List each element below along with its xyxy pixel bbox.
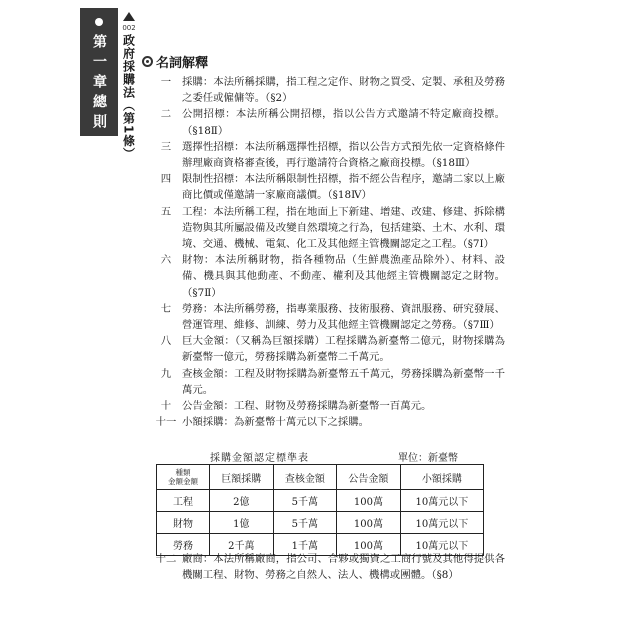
definition-item — [150, 551, 505, 583]
row-type: 勞務 — [157, 534, 210, 556]
definition-list — [150, 74, 505, 430]
definition-number: 九 — [160, 367, 172, 380]
definition-number: 四 — [160, 173, 172, 186]
column-header: 小額採購 — [400, 465, 483, 490]
amount-standard-table — [156, 464, 484, 556]
definition-text: 財物：本法所稱財物，指各種物品（生鮮農漁產品除外）、材料、設備、機具與其他動產、不動產、權利及其他經主管機關認定之財物。（§7Ⅱ） — [182, 254, 505, 299]
table-cell: 1億 — [210, 512, 274, 534]
table-cell: 100萬 — [337, 534, 401, 556]
definition-item — [150, 333, 505, 365]
section-heading-text: 名詞解釋 — [156, 56, 209, 71]
row-type: 財物 — [157, 512, 210, 534]
column-header: 查核金額 — [273, 465, 337, 490]
running-title — [120, 10, 138, 160]
definition-number: 十一 — [155, 416, 177, 429]
definition-number: 三 — [160, 140, 172, 153]
section-heading — [142, 52, 208, 71]
definition-number: 十二 — [155, 553, 177, 565]
definition-number: 八 — [160, 335, 172, 348]
definition-item — [150, 204, 505, 253]
definition-text: 小額採購：為新臺幣十萬元以下之採購。 — [182, 416, 370, 429]
corner-bottom-label: 金額金額 — [168, 477, 198, 486]
definition-number: 五 — [160, 205, 172, 218]
law-title: 政府採購法（第1條） — [121, 34, 136, 161]
definition-item — [150, 252, 505, 301]
definition-text: 選擇性招標：本法所稱選擇性招標，指以公告方式預先依一定資格條件辦理廠商資格審查後，再行邀請符合資格之廠商投標。（§18Ⅲ） — [182, 140, 505, 170]
definition-item — [150, 414, 505, 430]
definition-text: 勞務：本法所稱勞務，指專業服務、技術服務、資訊服務、研究發展、營運管理、維修、訓練、勞力及其他經主管機關認定之勞務。（§7Ⅲ） — [182, 302, 505, 332]
definition-number: 七 — [160, 302, 172, 315]
table-cell: 5千萬 — [273, 512, 337, 534]
definition-number: 一 — [160, 76, 172, 88]
definition-item — [150, 301, 505, 333]
table-cell: 2千萬 — [210, 534, 274, 556]
page-number: 002 — [122, 24, 136, 32]
definition-item — [150, 366, 505, 398]
table-title: 採購金額認定標準表 — [210, 453, 309, 464]
table-cell: 10萬元以下 — [400, 490, 483, 512]
definition-text: 採購：本法所稱採購，指工程之定作、財物之買受、定製、承租及勞務之委任或僱傭等。（§2） — [182, 76, 505, 105]
triangle-icon — [123, 12, 135, 21]
definition-text: 巨大金額：（又稱為巨額採購）工程採購為新臺幣二億元，財物採購為新臺幣一億元，勞務採購為新臺幣二千萬元。 — [182, 335, 505, 364]
definition-item — [150, 106, 505, 138]
target-circle-icon — [142, 56, 153, 67]
definition-number: 十 — [160, 400, 172, 413]
table-cell: 1千萬 — [273, 534, 337, 556]
definition-text: 公告金額：工程、財物及勞務採購為新臺幣一百萬元。 — [182, 400, 432, 413]
corner-header — [157, 465, 210, 490]
definition-text: 查核金額：工程及財物採購為新臺幣五千萬元，勞務採購為新臺幣一千萬元。 — [182, 367, 505, 396]
table-cell: 100萬 — [337, 490, 401, 512]
chapter-label: 第一章總則 — [91, 34, 107, 134]
table-row — [157, 490, 484, 512]
column-header: 巨額採購 — [210, 465, 274, 490]
table-cell: 2億 — [210, 490, 274, 512]
chapter-side-tab — [80, 8, 118, 136]
definition-number: 六 — [160, 254, 172, 267]
table-cell: 100萬 — [337, 512, 401, 534]
table-unit: 單位：新臺幣 — [398, 453, 458, 464]
definition-text: 限制性招標：本法所稱限制性招標，指不經公告程序，邀請二家以上廠商比價或僅邀請一家廠商議價。（§18Ⅳ） — [182, 173, 505, 202]
table-cell: 5千萬 — [273, 490, 337, 512]
definition-number: 二 — [160, 108, 172, 121]
row-type: 工程 — [157, 490, 210, 512]
table-cell: 10萬元以下 — [400, 534, 483, 556]
table-header-row — [157, 465, 484, 490]
bullet-icon — [95, 18, 103, 26]
definition-item — [150, 139, 505, 171]
definition-item — [150, 74, 505, 106]
table-row — [157, 512, 484, 534]
definition-text: 公開招標：本法所稱公開招標，指以公告方式邀請不特定廠商投標。（§18Ⅱ） — [182, 108, 505, 137]
definition-item — [150, 398, 505, 414]
corner-top-label: 種類 — [175, 468, 191, 477]
definition-text: 工程：本法所稱工程，指在地面上下新建、增建、改建、修建、拆除構造物與其所屬設備及改變自然環境之行為，包括建築、土木、水利、環境、交通、機械、電氣、化工及其他經主管機關認定之工程。（§7Ⅰ） — [182, 205, 505, 251]
column-header: 公告金額 — [337, 465, 401, 490]
definition-item-last — [150, 551, 505, 583]
definition-item — [150, 171, 505, 203]
definition-text: 廠商：本法所稱廠商，指公司、合夥或獨資之工商行號及其他得提供各機關工程、財物、勞務之自然人、法人、機構或團體。（§8） — [182, 553, 505, 582]
table-cell: 10萬元以下 — [400, 512, 483, 534]
